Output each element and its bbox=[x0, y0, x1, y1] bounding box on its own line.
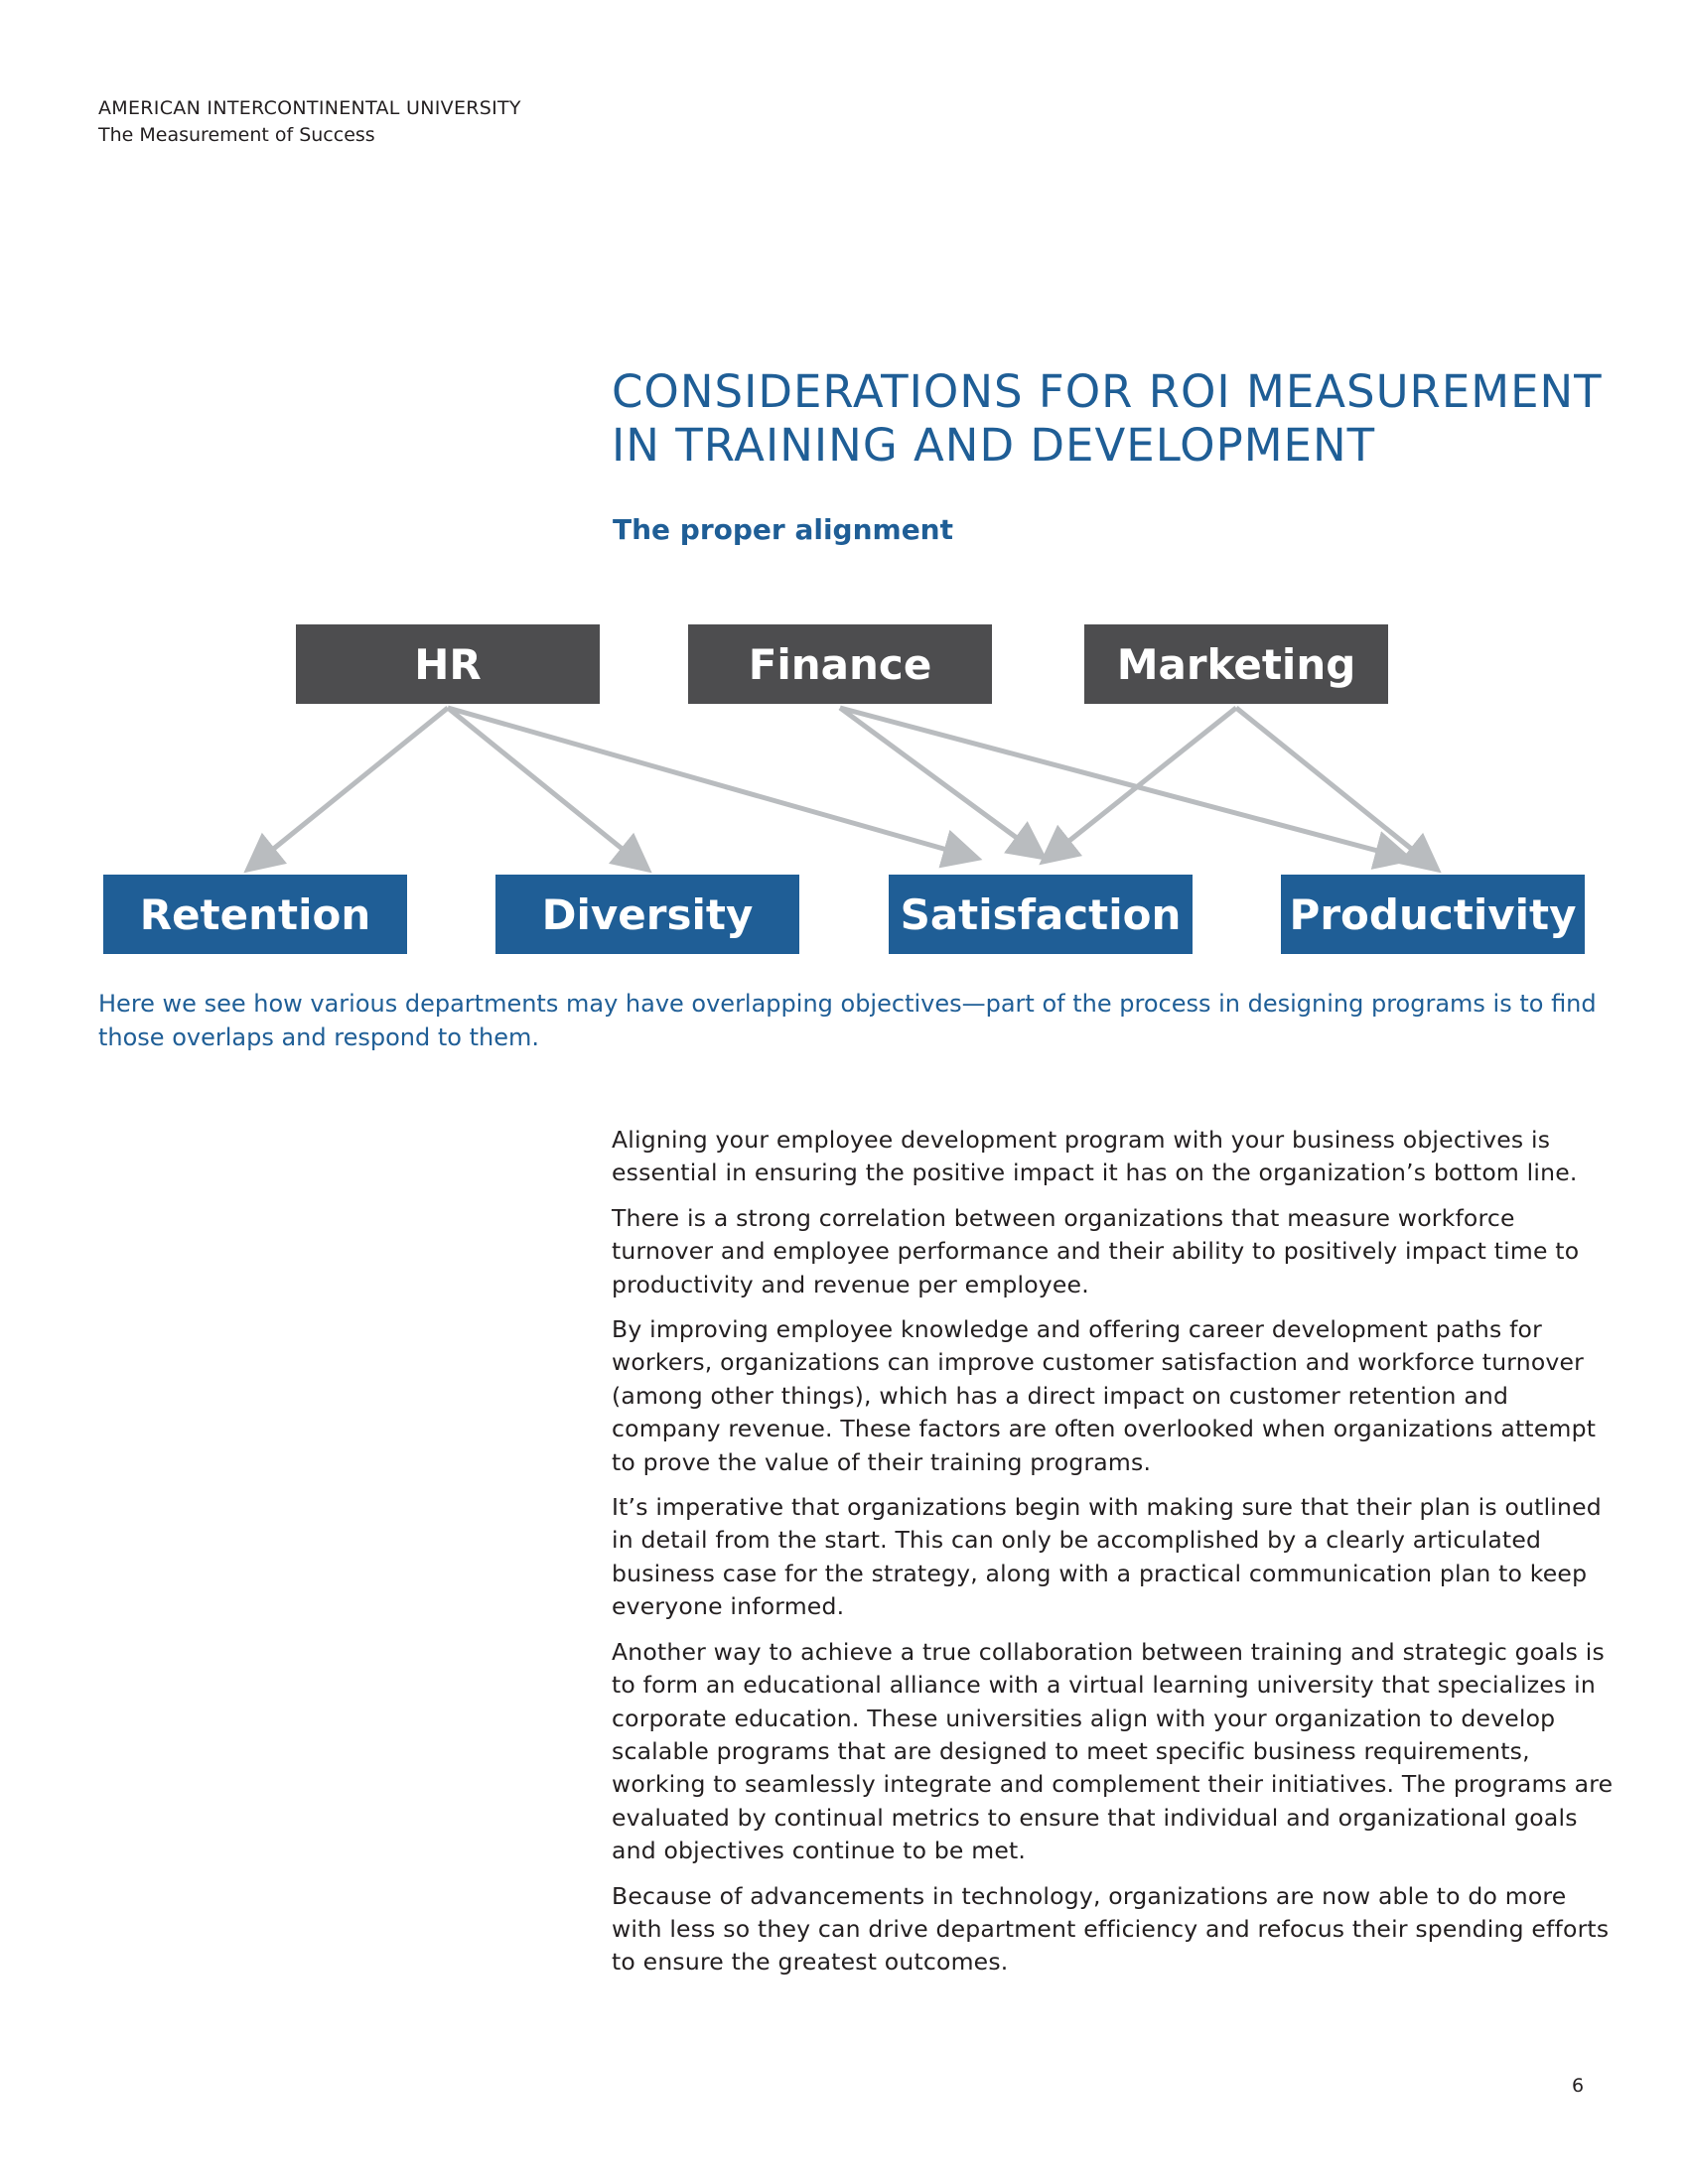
objective-box-diversity: Diversity bbox=[495, 875, 799, 954]
arrow-hr-satisfaction bbox=[448, 708, 968, 856]
objective-box-productivity: Productivity bbox=[1281, 875, 1585, 954]
arrow-marketing-satisfaction bbox=[1051, 708, 1236, 856]
department-box-marketing: Marketing bbox=[1084, 624, 1388, 704]
body-paragraph: Another way to achieve a true collaboration between training and strategic goals is to form an educational alliance with a virtual learning university that specializes in corporate education. These universities align with your organization to develop scalable programs that are designed to meet specific business requirements, working to seamlessly integrate and complement their initiatives. The programs are evaluated by continual metrics to ensure that individual and organizational goals and objectives continue to be met. bbox=[612, 1637, 1614, 1865]
page-title-line-1: CONSIDERATIONS FOR ROI MEASUREMENT bbox=[612, 365, 1603, 419]
alignment-diagram bbox=[0, 0, 1688, 993]
page-title-line-2: IN TRAINING AND DEVELOPMENT bbox=[612, 419, 1376, 473]
arrow-layer bbox=[0, 0, 1688, 993]
document-subtitle: The Measurement of Success bbox=[98, 124, 375, 146]
body-text bbox=[612, 1124, 1615, 1991]
body-paragraph: Because of advancements in technology, organizations are now able to do more with less so they can drive department efficiency and refocus their spending efforts to ensure the greatest outcomes. bbox=[612, 1881, 1610, 1977]
arrow-hr-retention bbox=[255, 708, 448, 864]
body-paragraph: By improving employee knowledge and offering career development paths for workers, organizations can improve customer satisfaction and workforce turnover (among other things), which has a direct impact on customer retention and company revenue. These factors are often overlooked when organizations attempt to prove the value of their training programs. bbox=[612, 1315, 1597, 1476]
university-name: AMERICAN INTERCONTINENTAL UNIVERSITY bbox=[98, 97, 521, 119]
department-box-finance: Finance bbox=[688, 624, 992, 704]
arrow-hr-diversity bbox=[448, 708, 640, 864]
diagram-caption: Here we see how various departments may have overlapping objectives—part of the process in designing programs is to find those overlaps and respond to them. bbox=[98, 990, 1597, 1051]
arrow-finance-productivity bbox=[840, 708, 1400, 857]
body-paragraph: Aligning your employee development program with your business objectives is essential in ensuring the positive impact it has on the organization’s bottom line. bbox=[612, 1126, 1578, 1187]
objective-box-satisfaction: Satisfaction bbox=[889, 875, 1193, 954]
body-paragraph: It’s imperative that organizations begin with making sure that their plan is outlined in detail from the start. This can only be accomplished by a clearly articulated business case for the strategy, along with a practical communication plan to keep everyone informed. bbox=[612, 1493, 1602, 1621]
department-box-hr: HR bbox=[296, 624, 600, 704]
body-paragraph: There is a strong correlation between organizations that measure workforce turnover and employee performance and their ability to positively impact time to productivity and revenue per employee. bbox=[612, 1203, 1580, 1298]
objective-box-retention: Retention bbox=[103, 875, 407, 954]
page-number: 6 bbox=[1572, 2075, 1585, 2097]
section-subtitle: The proper alignment bbox=[613, 513, 953, 546]
